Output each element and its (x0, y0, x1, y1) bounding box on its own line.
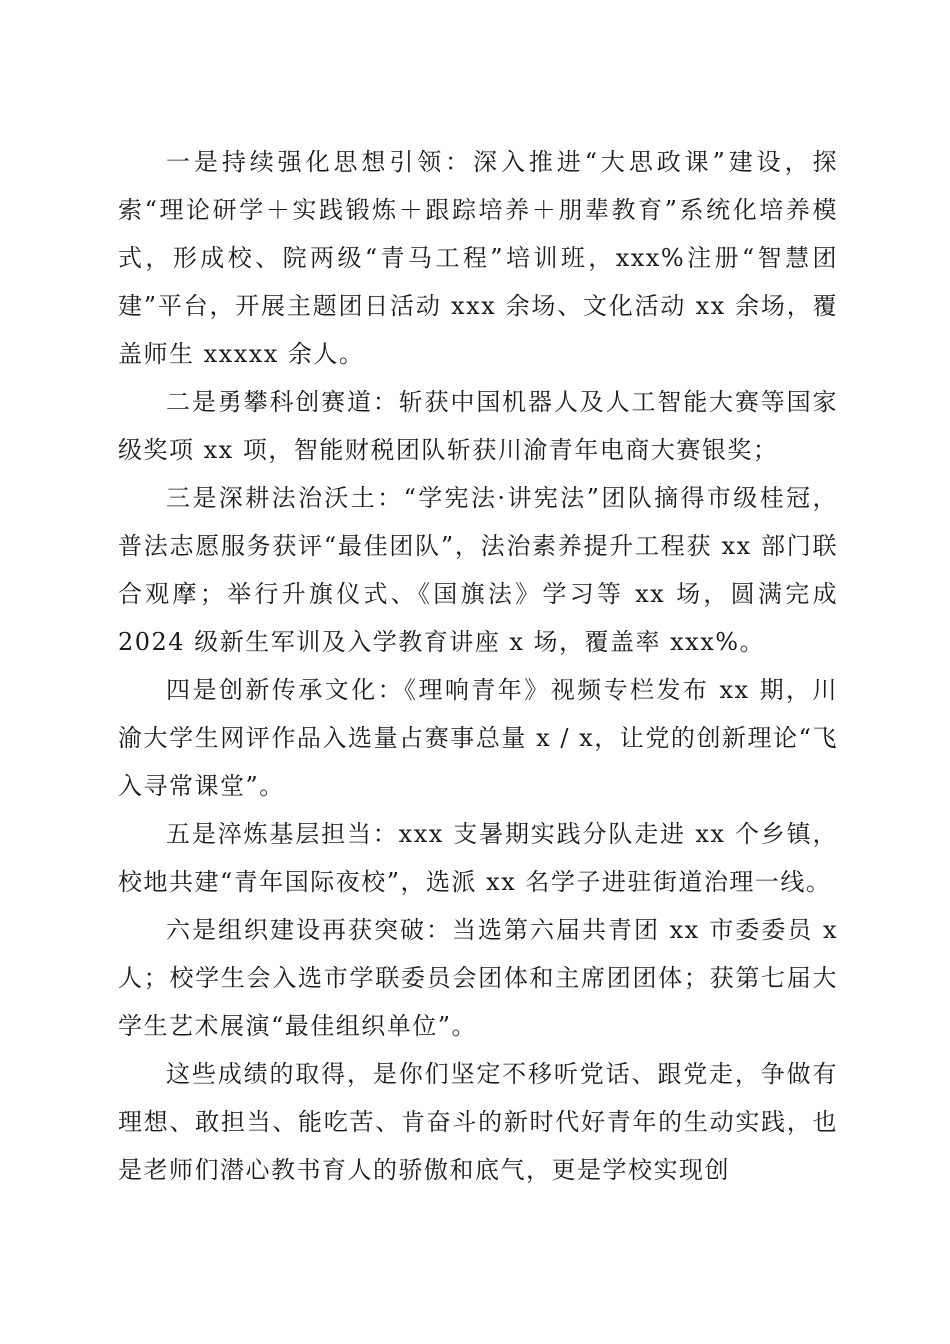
document-body (118, 138, 838, 1194)
paragraph-4: 四是创新传承文化：《理响青年》视频专栏发布 xx 期，川渝大学生网评作品入选量占赛事总量 x / x，让党的创新理论“飞入寻常课堂”。 (118, 676, 838, 800)
paragraph-2: 二是勇攀科创赛道：斩获中国机器人及人工智能大赛等国家级奖项 xx 项，智能财税团队斩获川渝青年电商大赛银奖； (118, 388, 838, 464)
paragraph-1: 一是持续强化思想引领：深入推进“大思政课”建设，探索“理论研学＋实践锻炼＋跟踪培养＋朋辈教育”系统化培养模式，形成校、院两级“青马工程”培训班，xxx%注册“智慧团建”平台，开展主题团日活动 xxx 余场、文化活动 xx 余场，覆盖师生 xxxxx 余人。 (118, 148, 838, 368)
paragraph-7: 这些成绩的取得，是你们坚定不移听党话、跟党走，争做有理想、敢担当、能吃苦、肯奋斗的新时代好青年的生动实践，也是老师们潜心教书育人的骄傲和底气，更是学校实现创 (118, 1060, 838, 1184)
paragraph-5: 五是淬炼基层担当：xxx 支暑期实践分队走进 xx 个乡镇，校地共建“青年国际夜校”，选派 xx 名学子进驻街道治理一线。 (118, 820, 838, 896)
paragraph-3: 三是深耕法治沃土：“学宪法·讲宪法”团队摘得市级桂冠，普法志愿服务获评“最佳团队”，法治素养提升工程获 xx 部门联合观摩；举行升旗仪式、《国旗法》学习等 xx 场，圆满完成 2024 级新生军训及入学教育讲座 x 场，覆盖率 xxx%。 (118, 484, 838, 656)
paragraph-6: 六是组织建设再获突破：当选第六届共青团 xx 市委委员 x 人；校学生会入选市学联委员会团体和主席团团体；获第七届大学生艺术展演“最佳组织单位”。 (118, 916, 838, 1040)
